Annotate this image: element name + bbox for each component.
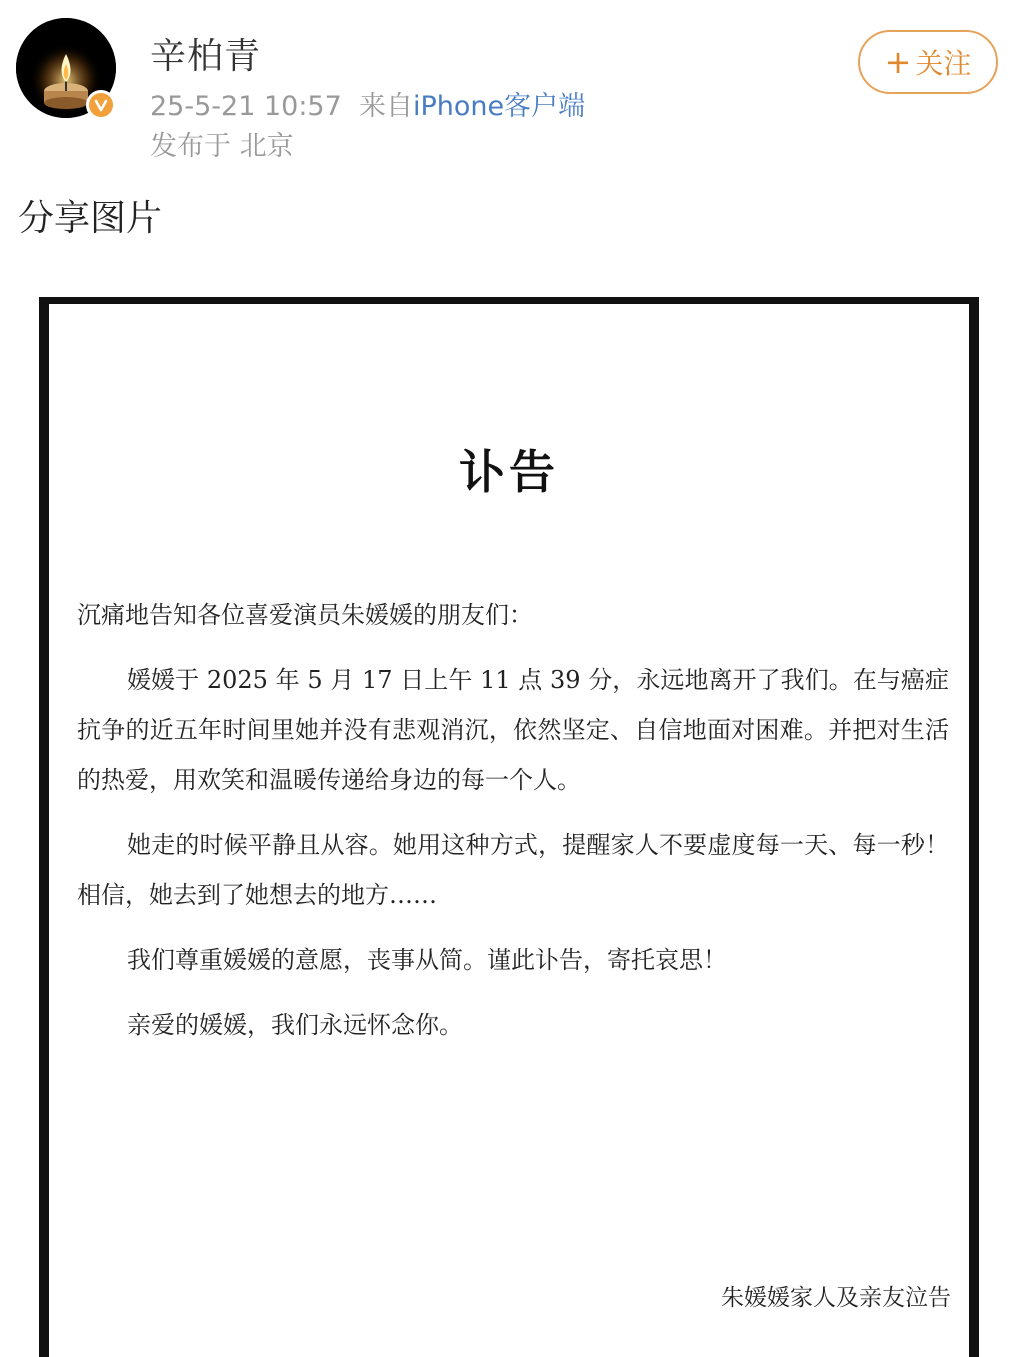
notice-paragraph: 媛媛于 2025 年 5 月 17 日上午 11 点 39 分，永远地离开了我们。在与癌症抗争的近五年时间里她并没有悲观消沉，依然坚定、自信地面对困难。并把对生活的热爱，用欢笑和温暖传递给身边的每一个人。 [77, 666, 949, 794]
notice-signature: 朱媛媛家人及亲友泣告 [721, 1285, 951, 1311]
source-prefix: 来自 [358, 91, 413, 122]
follow-label: 关注 [915, 47, 972, 80]
source-link[interactable]: iPhone客户端 [412, 91, 586, 122]
obituary-image[interactable] [39, 297, 979, 1357]
post-location: 发布于 北京 [150, 131, 294, 162]
username[interactable]: 辛柏青 [150, 36, 262, 77]
post-time: 25-5-21 10:57 [150, 91, 342, 122]
follow-button[interactable] [858, 30, 998, 94]
notice-paragraph: 我们尊重媛媛的意愿，丧事从简。谨此讣告，寄托哀思！ [127, 946, 727, 974]
post-text: 分享图片 [18, 198, 163, 239]
plus-icon: + [884, 43, 912, 81]
notice-paragraph: 她走的时候平静且从容。她用这种方式，提醒家人不要虚度每一天、每一秒！相信，她去到了她想去的地方…… [77, 831, 949, 909]
notice-body [77, 590, 949, 1065]
post-meta [150, 84, 585, 123]
notice-title: 讣告 [459, 445, 559, 499]
notice-greeting: 沉痛地告知各位喜爱演员朱媛媛的朋友们： [77, 601, 533, 629]
verified-badge-icon [86, 90, 116, 120]
notice-paragraph: 亲爱的媛媛，我们永远怀念你。 [127, 1011, 463, 1039]
